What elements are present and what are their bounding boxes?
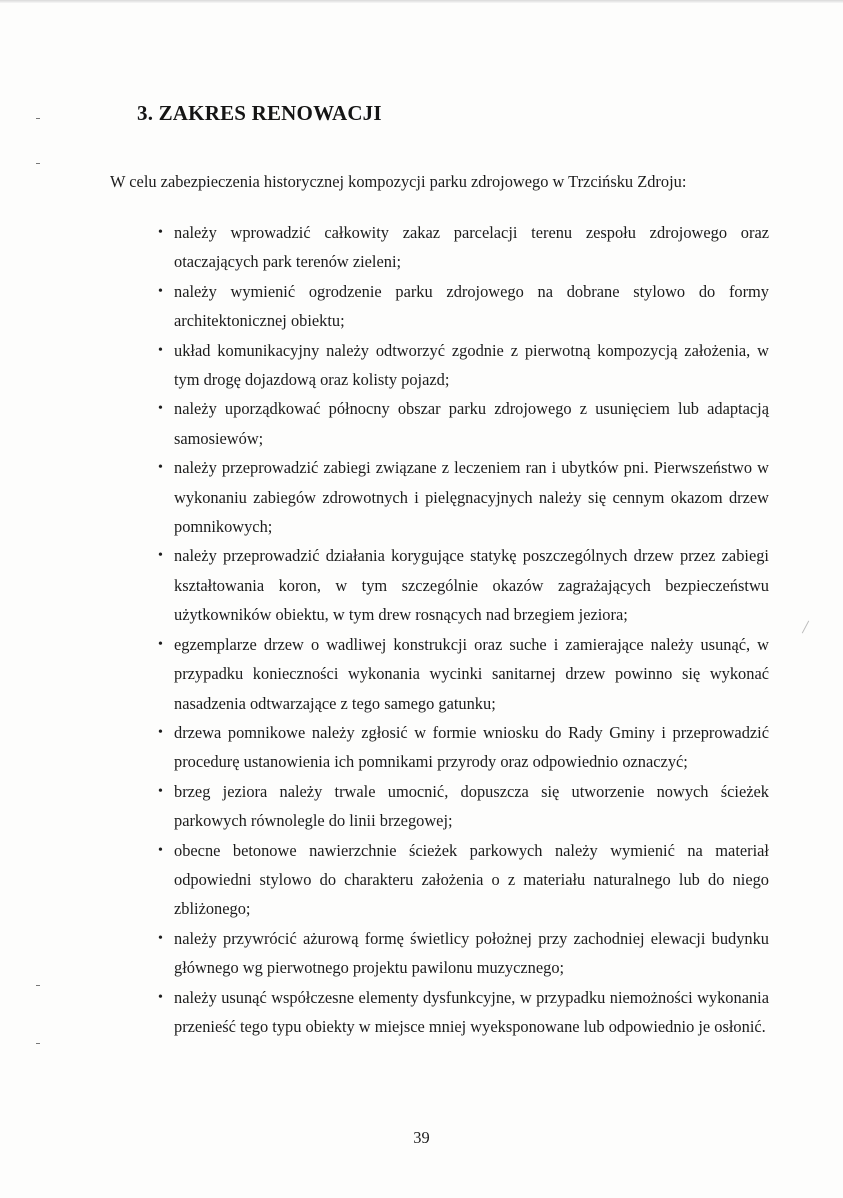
list-item-text: układ komunikacyjny należy odtworzyć zgodnie z pierwotną kompozycją założenia, w tym drogę dojazdową oraz kolisty pojazd; — [174, 340, 769, 390]
list-item-text: należy usunąć współczesne elementy dysfunkcyjne, w przypadku niemożności wykonania przenieść tego typu obiekty w miejsce mniej wyeksponowane lub odpowiednio je osłonić. — [174, 987, 769, 1036]
list-item — [155, 777, 769, 836]
margin-mark — [36, 163, 40, 164]
bullet-icon: • — [158, 460, 163, 476]
list-item — [155, 541, 769, 629]
list-item — [155, 836, 769, 924]
bullet-icon: • — [158, 724, 163, 740]
list-item — [155, 924, 769, 983]
bullet-icon: • — [158, 636, 163, 652]
intro-paragraph: W celu zabezpieczenia historycznej kompozycji parku zdrojowego w Trzcińsku Zdroju: — [110, 172, 687, 191]
pencil-mark — [802, 621, 809, 634]
list-item-text: obecne betonowe nawierzchnie ścieżek parkowych należy wymienić na materiał odpowiedni stylowo do charakteru założenia o z materiału naturalnego lub do niego zbliżonego; — [174, 840, 769, 919]
list-item-text: należy uporządkować północny obszar parku zdrojowego z usunięciem lub adaptacją samosiewów; — [174, 399, 769, 448]
list-item-text: należy wymienić ogrodzenie parku zdrojowego na dobrane stylowo do formy architektonicznej obiektu; — [174, 281, 769, 331]
list-item — [155, 277, 769, 336]
bullet-icon: • — [158, 225, 163, 240]
bullet-icon: • — [158, 283, 163, 299]
list-item — [155, 394, 769, 453]
list-item-text: egzemplarze drzew o wadliwej konstrukcji oraz suche i zamierające należy usunąć, w przypadku konieczności wykonania wycinki sanitarnej drzew powinno się wykonać nasadzenia odtwarzające z tego samego gatunku; — [174, 634, 769, 713]
list-item — [155, 718, 769, 777]
scan-top-edge — [0, 0, 843, 3]
bullet-icon: • — [158, 401, 163, 417]
bullet-icon: • — [158, 989, 163, 1005]
list-item-text: należy wprowadzić całkowity zakaz parcelacji terenu zespołu zdrojowego oraz otaczających park terenów zieleni; — [174, 223, 769, 272]
list-item-text: brzeg jeziora należy trwale umocnić, dopuszcza się utworzenie nowych ścieżek parkowych równolegle do linii brzegowej; — [174, 781, 769, 831]
bullet-icon: • — [158, 548, 163, 564]
margin-mark — [36, 985, 40, 986]
bullet-icon: • — [158, 342, 163, 358]
list-item-text: należy przeprowadzić zabiegi związane z leczeniem ran i ubytków pni. Pierwszeństwo w wykonaniu zabiegów zdrowotnych i pielęgnacyjnych należy się cennym okazom drzew pomnikowych; — [174, 458, 769, 537]
renovation-list — [155, 218, 769, 1041]
list-item — [155, 336, 769, 395]
list-item — [155, 218, 769, 277]
margin-mark — [36, 1043, 40, 1044]
list-item — [155, 453, 769, 541]
section-heading: 3. ZAKRES RENOWACJI — [137, 101, 382, 125]
margin-mark — [36, 118, 40, 119]
bullet-icon: • — [158, 842, 163, 858]
list-item-text: należy przywrócić ażurową formę świetlicy położnej przy zachodniej elewacji budynku głównego wg pierwotnego projektu pawilonu muzycznego; — [174, 928, 769, 978]
bullet-icon: • — [158, 930, 163, 946]
list-item — [155, 630, 769, 718]
list-item — [155, 983, 769, 1042]
bullet-icon: • — [158, 783, 163, 799]
page-number: 39 — [413, 1128, 430, 1147]
list-item-text: drzewa pomnikowe należy zgłosić w formie wniosku do Rady Gminy i przeprowadzić procedurę ustanowienia ich pomnikami przyrody oraz odpowiednio oznaczyć; — [174, 722, 769, 772]
list-item-text: należy przeprowadzić działania korygujące statykę poszczególnych drzew przez zabiegi kształtowania koron, w tym szczególnie okazów zagrażających bezpieczeństwu użytkowników obiektu, w tym drew rosnących nad brzegiem jeziora; — [174, 546, 769, 625]
